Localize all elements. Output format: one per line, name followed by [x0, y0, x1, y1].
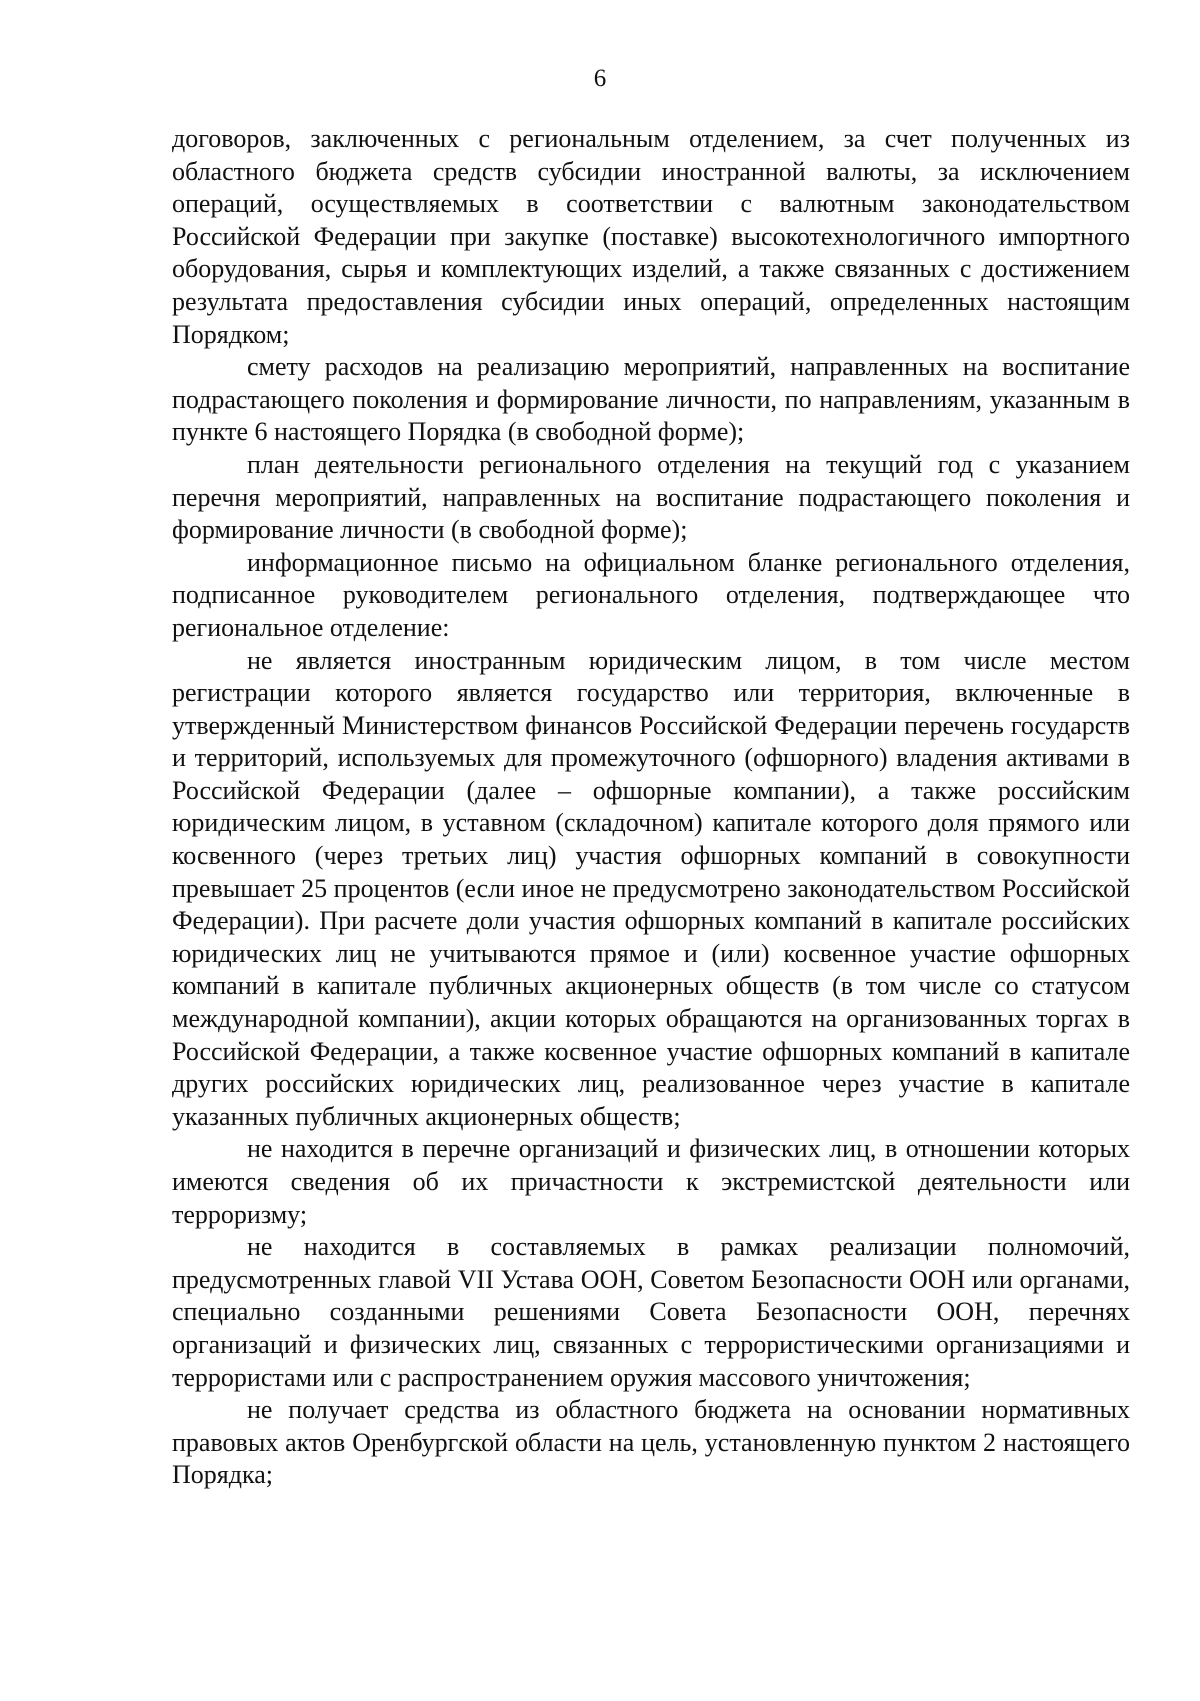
paragraph-information-letter: информационное письмо на официальном бланке регионального отделения, подписанное руководителем регионального отделения, подтверждающее что региональное отделение: — [172, 547, 1130, 642]
paragraph-not-foreign-entity: не является иностранным юридическим лицом, в том числе местом регистрации которого является государство или территория, включенные в утвержденный Министерством финансов Российской Федерации перечень государств и территорий, используемых для промежуточного (офшорного) владения активами в Российской Федерации (далее – офшорные компании), а также российским юридическим лицом, в уставном (складочном) капитале которого доля прямого или косвенного (через третьих лиц) участия офшорных компаний в совокупности превышает 25 процентов (если иное не предусмотрено законодательством Российской Федерации). При расчете доли участия офшорных компаний в капитале российских юридических лиц не учитываются прямое и (или) косвенное участие офшорных компаний в капитале публичных акционерных обществ (в том числе со статусом международной компании), акции которых обращаются на организованных торгах в Российской Федерации, а также косвенное участие офшорных компаний в капитале других российских юридических лиц, реализованное через участие в капитале указанных публичных акционерных обществ; — [172, 645, 1130, 1131]
paragraph-not-un-list: не находится в составляемых в рамках реализации полномочий, предусмотренных главой VII Устава ООН, Советом Безопасности ООН или органами, специально созданными решениями Совета Безопасности ООН, перечнях организаций и физических лиц, связанных с террористическими организациями и террористами или с распространением оружия массового уничтожения; — [172, 1232, 1130, 1392]
page-number: 6 — [593, 65, 607, 92]
document-body — [172, 123, 1130, 1492]
paragraph-contracts-continuation: договоров, заключенных с региональным отделением, за счет полученных из областного бюджета средств субсидии иностранной валюты, за исключением операций, осуществляемых в соответствии с валютным законодательством Российской Федерации при закупке (поставке) высокотехнологичного импортного оборудования, сырья и комплектующих изделий, а также связанных с достижением результата предоставления субсидии иных операций, определенных настоящим Порядком; — [172, 124, 1130, 349]
paragraph-not-extremist-list: не находится в перечне организаций и физических лиц, в отношении которых имеются сведения об их причастности к экстремистской деятельности или терроризму; — [172, 1134, 1130, 1229]
paragraph-expense-estimate: смету расходов на реализацию мероприятий, направленных на воспитание подрастающего поколения и формирование личности, по направлениям, указанным в пункте 6 настоящего Порядка (в свободной форме); — [172, 352, 1130, 447]
paragraph-no-budget-funds: не получает средства из областного бюджета на основании нормативных правовых актов Оренбургской области на цель, установленную пунктом 2 настоящего Порядка; — [172, 1395, 1130, 1490]
paragraph-activity-plan: план деятельности регионального отделения на текущий год с указанием перечня мероприятий, направленных на воспитание подрастающего поколения и формирование личности (в свободной форме); — [172, 449, 1130, 545]
